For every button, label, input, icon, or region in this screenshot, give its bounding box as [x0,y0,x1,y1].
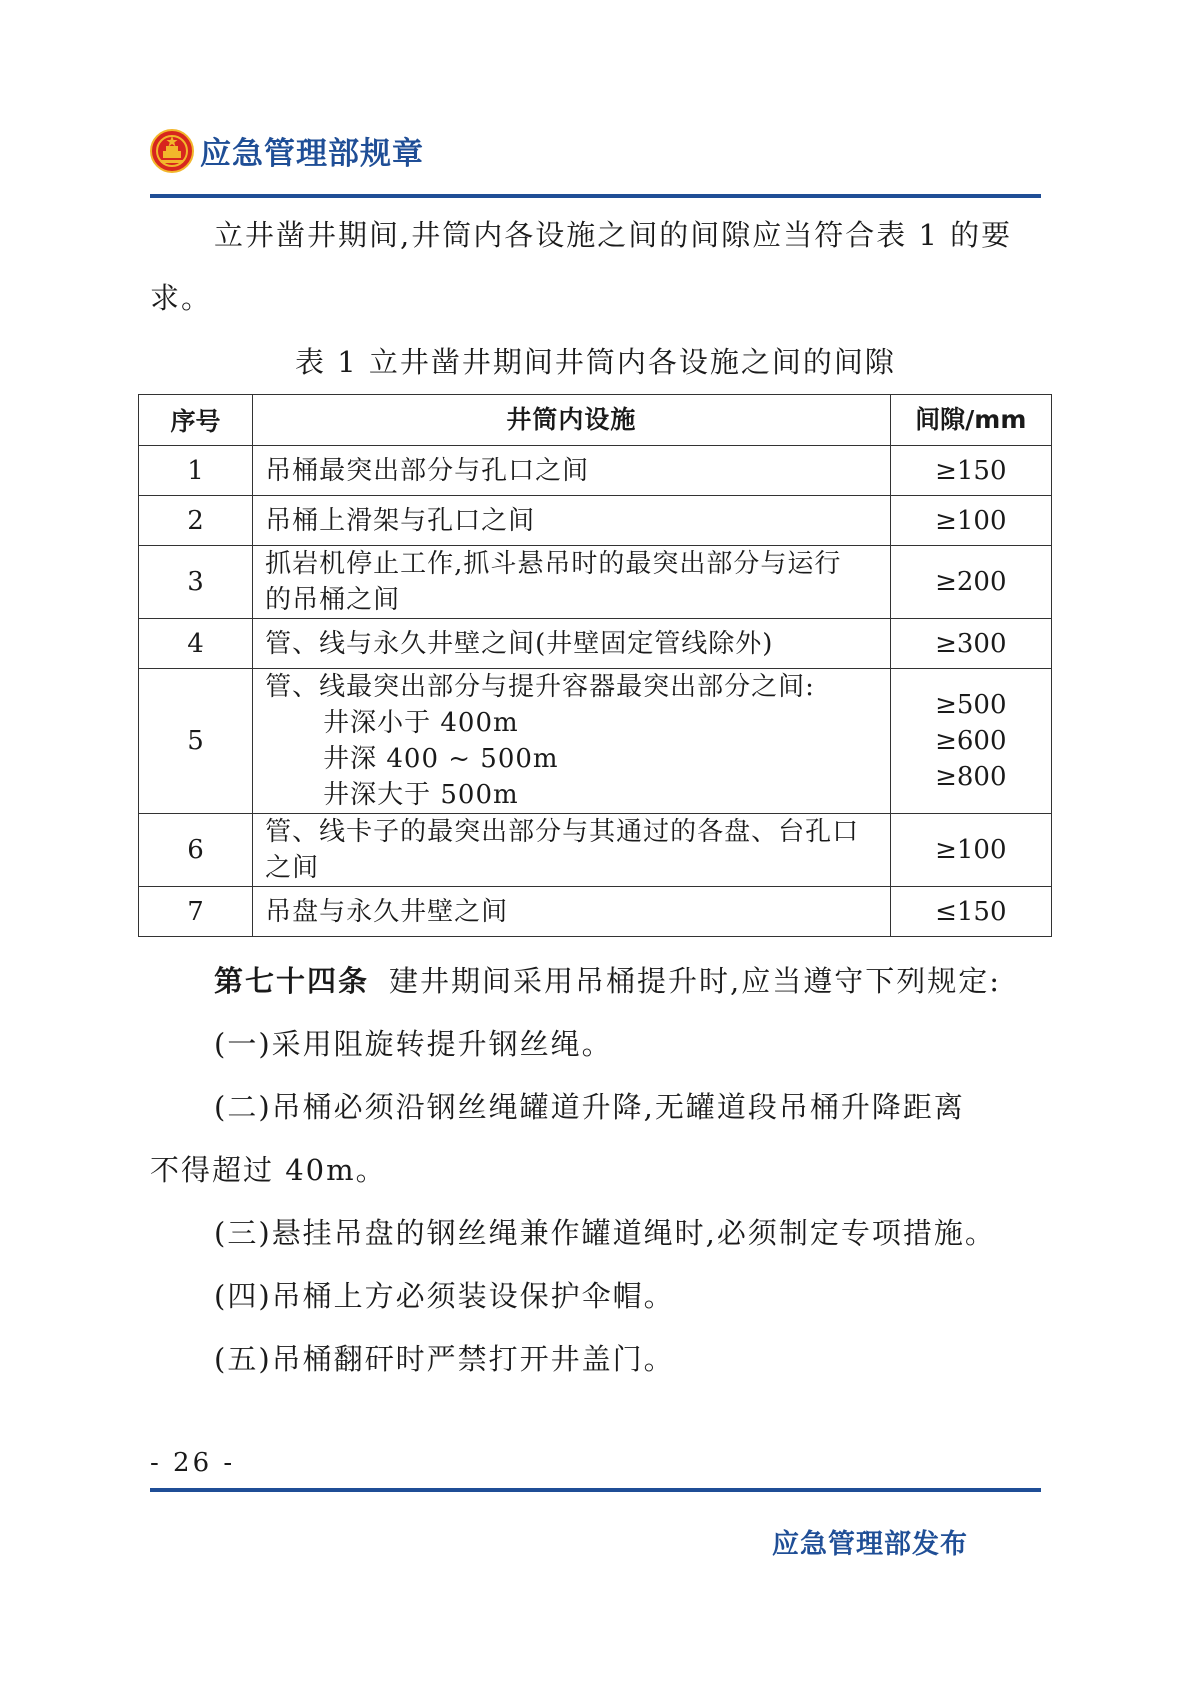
article-heading [150,950,1041,1013]
item-line: 井深大于 500m [323,780,519,810]
table-caption: 表 1 立井凿井期间井筒内各设施之间的间隙 [295,345,896,379]
row-item [253,814,890,887]
item-line: 管、线卡子的最突出部分与其通过的各盘、台孔口 [265,817,860,847]
table-row [139,619,1052,669]
item-line: 吊桶最突出部分与孔口之间 [265,455,590,486]
row-gap [890,814,1051,887]
table-header-row [139,395,1052,446]
row-gap [890,546,1051,619]
row-gap [890,446,1051,496]
row-no: 2 [139,496,253,546]
article-label: 第七十四条 [214,964,370,998]
header-divider [150,194,1041,198]
article-item-1: (一)采用阻旋转提升钢丝绳。 [214,1027,613,1061]
row-item [253,887,890,937]
item-line: 管、线最突出部分与提升容器最突出部分之间: [265,672,815,702]
item-line: 之间 [265,853,320,883]
row-item [253,446,890,496]
gap-value: ≥600 [935,726,1007,756]
row-item [253,546,890,619]
intro-line-1: 立井凿井期间,井筒内各设施之间的间隙应当符合表 1 的要 [214,218,1013,252]
intro-paragraph [150,204,1041,330]
row-no: 6 [139,814,253,887]
gap-value: ≥100 [935,505,1007,536]
row-item [253,669,890,814]
gap-value: ≤150 [935,896,1007,927]
table-row [139,546,1052,619]
row-gap [890,669,1051,814]
header-title: 应急管理部规章 [200,136,424,172]
article-item-2: (二)吊桶必须沿钢丝绳罐道升降,无罐道段吊桶升降距离 [214,1090,965,1124]
gap-value: ≥500 [935,690,1007,720]
intro-line-2: 求。 [150,281,213,315]
footer-divider [150,1488,1041,1492]
item-line: 的吊桶之间 [265,585,401,615]
header-no: 序号 [139,395,253,446]
clearance-table [138,394,1052,937]
header-gap: 间隙/mm [890,395,1051,446]
row-gap [890,619,1051,669]
row-no: 3 [139,546,253,619]
row-item [253,619,890,669]
row-no: 1 [139,446,253,496]
row-no: 7 [139,887,253,937]
row-gap [890,496,1051,546]
table-row [139,496,1052,546]
table-row [139,669,1052,814]
article-text: 建井期间采用吊桶提升时,应当遵守下列规定: [389,964,1002,998]
article-74 [150,950,1041,1391]
row-no: 4 [139,619,253,669]
header-item: 井筒内设施 [253,395,890,446]
item-line: 吊桶上滑架与孔口之间 [265,505,536,536]
row-item [253,496,890,546]
row-no: 5 [139,669,253,814]
item-line: 井深小于 400m [323,708,519,738]
table-row [139,887,1052,937]
page-header [150,128,424,173]
gap-value: ≥100 [935,835,1007,865]
item-line: 管、线与永久井壁之间(井壁固定管线除外) [265,628,774,659]
table-row [139,814,1052,887]
gap-value: ≥300 [935,628,1007,659]
page-number: - 26 - [150,1448,236,1478]
footer-publisher: 应急管理部发布 [772,1529,968,1560]
item-line: 井深 400 ~ 500m [323,744,559,774]
row-gap [890,887,1051,937]
article-item-2-cont: 不得超过 40m。 [150,1153,387,1187]
national-emblem-icon [150,129,194,173]
article-item-5: (五)吊桶翻矸时严禁打开井盖门。 [214,1342,675,1376]
gap-value: ≥150 [935,455,1007,486]
item-line: 抓岩机停止工作,抓斗悬吊时的最突出部分与运行 [265,549,842,579]
table-row [139,446,1052,496]
gap-value: ≥200 [935,567,1007,597]
gap-value: ≥800 [935,762,1007,792]
item-line: 吊盘与永久井壁之间 [265,896,509,927]
article-item-3: (三)悬挂吊盘的钢丝绳兼作罐道绳时,必须制定专项措施。 [214,1216,996,1250]
article-item-4: (四)吊桶上方必须装设保护伞帽。 [214,1279,675,1313]
